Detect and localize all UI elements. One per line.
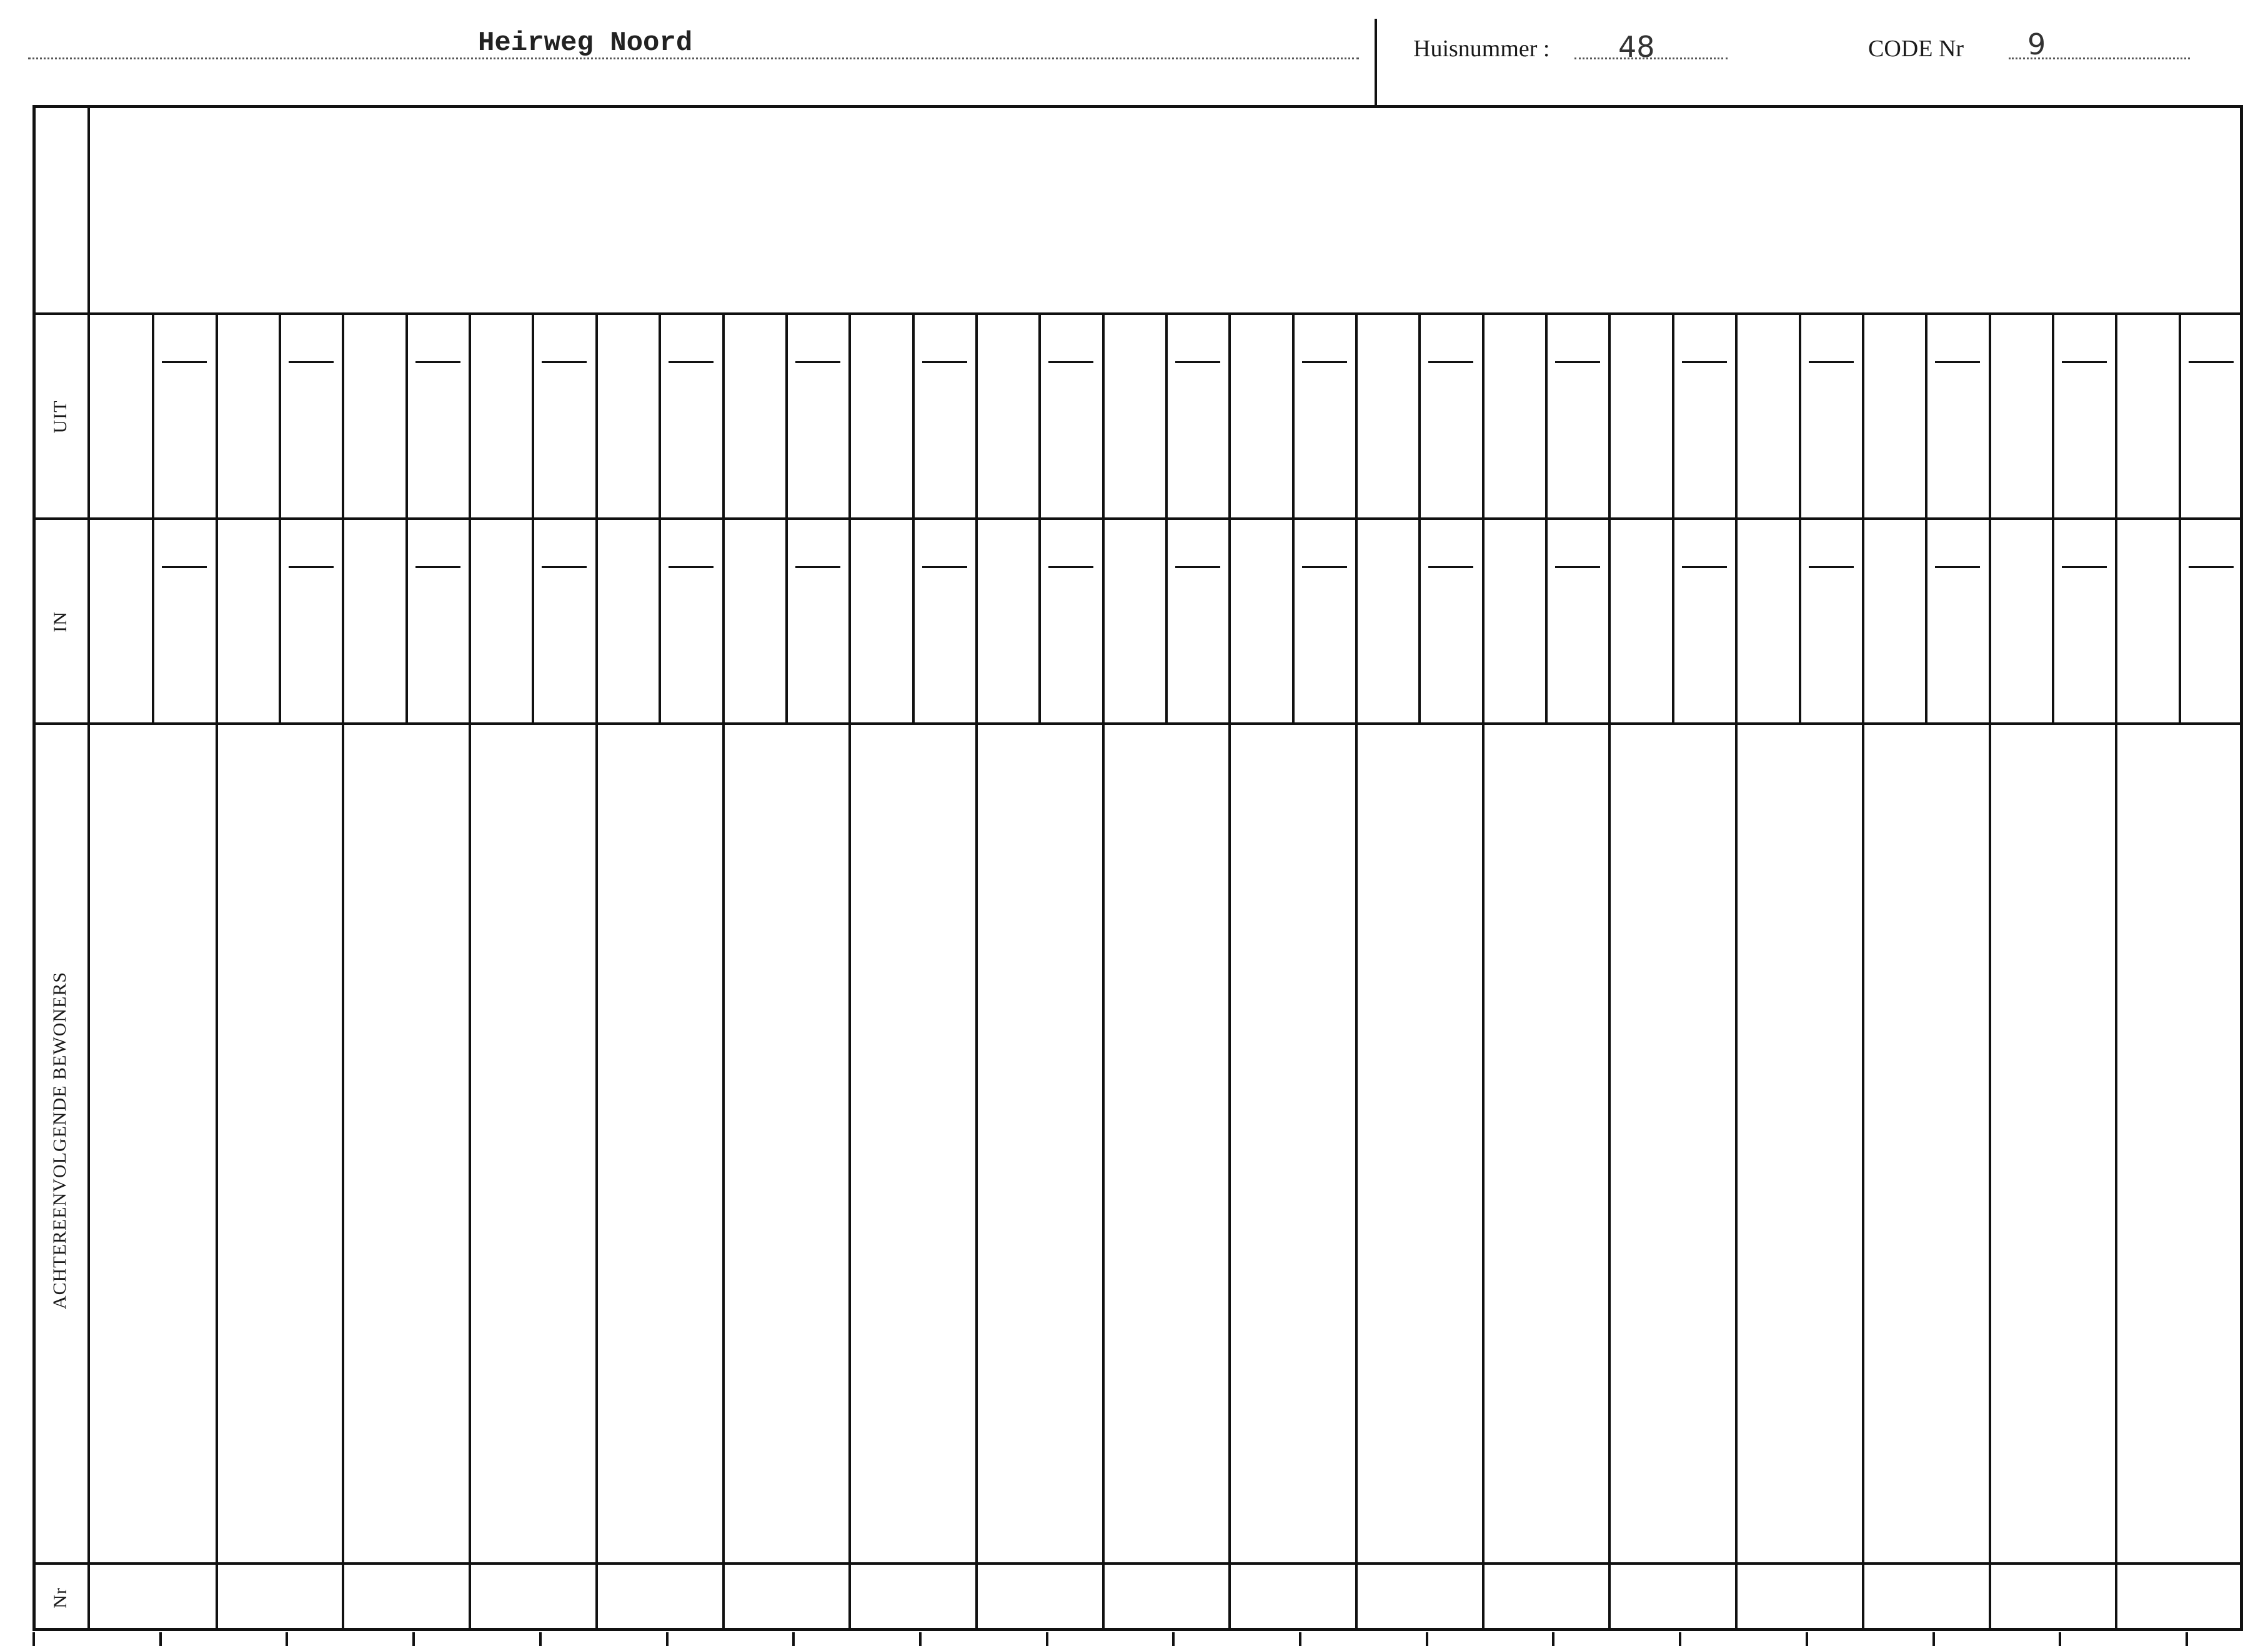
column-divider: [469, 312, 471, 1631]
column-divider: [2115, 312, 2117, 1631]
column-divider: [848, 312, 851, 1631]
column-divider: [1608, 312, 1611, 1631]
in-subdivider: [785, 517, 788, 722]
ruler-tick: [1046, 1632, 1048, 1646]
in-dash: [1682, 566, 1727, 568]
uit-dash: [2189, 361, 2234, 363]
ruler-tick: [1806, 1632, 1808, 1646]
uit-dash: [1682, 361, 1727, 363]
uit-dash: [1555, 361, 1600, 363]
house-number-value: 48: [1618, 30, 1655, 64]
in-subdivider: [912, 517, 915, 722]
uit-dash: [1302, 361, 1347, 363]
uit-dash: [542, 361, 587, 363]
uit-dash: [922, 361, 967, 363]
uit-subdivider: [659, 312, 661, 517]
uit-dash: [2062, 361, 2107, 363]
column-divider: [595, 312, 598, 1631]
column-divider: [1735, 312, 1738, 1631]
label-divider-1: [32, 312, 89, 315]
column-divider: [1482, 312, 1485, 1631]
uit-subdivider: [912, 312, 915, 517]
street-name: Heirweg Noord: [478, 27, 693, 59]
in-subdivider: [1545, 517, 1548, 722]
table-frame: [32, 105, 2243, 1631]
column-divider: [975, 312, 978, 1631]
in-dash: [1935, 566, 1980, 568]
uit-subdivider: [1418, 312, 1421, 517]
uit-subdivider: [2052, 312, 2054, 517]
uit-dash: [162, 361, 207, 363]
in-dash: [1175, 566, 1220, 568]
column-divider: [1102, 312, 1105, 1631]
ruler-tick: [666, 1632, 669, 1646]
ruler-tick: [1426, 1632, 1428, 1646]
ruler-tick: [2059, 1632, 2061, 1646]
row-divider-in-residents: [87, 722, 2242, 725]
column-divider: [722, 312, 725, 1631]
in-dash: [1048, 566, 1093, 568]
uit-subdivider: [1038, 312, 1041, 517]
ruler-tick: [286, 1632, 288, 1646]
ruler-tick: [919, 1632, 922, 1646]
uit-dash: [669, 361, 714, 363]
uit-subdivider: [1165, 312, 1168, 517]
label-nr: Nr: [50, 1587, 71, 1609]
label-residents: ACHTEREENVOLGENDE BEWONERS: [49, 971, 70, 1310]
row-divider-uit-in: [87, 517, 2242, 520]
house-number-label: Huisnummer :: [1413, 36, 1550, 62]
in-dash: [1809, 566, 1854, 568]
in-subdivider: [1418, 517, 1421, 722]
in-dash: [922, 566, 967, 568]
uit-subdivider: [2179, 312, 2181, 517]
code-label: CODE Nr: [1868, 36, 1964, 62]
uit-dash: [1428, 361, 1473, 363]
ruler-tick: [1932, 1632, 1935, 1646]
ruler-tick: [1679, 1632, 1681, 1646]
uit-dash: [1809, 361, 1854, 363]
in-dash: [669, 566, 714, 568]
in-dash: [1555, 566, 1600, 568]
ruler-tick: [1299, 1632, 1301, 1646]
in-dash: [289, 566, 334, 568]
ruler-tick: [539, 1632, 542, 1646]
ruler-tick: [159, 1632, 162, 1646]
uit-dash: [289, 361, 334, 363]
row-divider-residents-nr: [87, 1562, 2242, 1565]
ruler-tick: [1552, 1632, 1554, 1646]
label-in: IN: [50, 611, 71, 632]
in-dash: [2189, 566, 2234, 568]
uit-subdivider: [405, 312, 408, 517]
ruler-tick: [2186, 1632, 2188, 1646]
uit-subdivider: [1292, 312, 1295, 517]
in-subdivider: [659, 517, 661, 722]
in-subdivider: [2052, 517, 2054, 722]
uit-subdivider: [532, 312, 534, 517]
label-divider-3: [32, 722, 89, 725]
in-subdivider: [1799, 517, 1801, 722]
in-subdivider: [1292, 517, 1295, 722]
ruler-tick: [32, 1632, 35, 1646]
column-divider: [1355, 312, 1358, 1631]
column-divider: [342, 312, 344, 1631]
in-dash: [1428, 566, 1473, 568]
column-divider: [1862, 312, 1864, 1631]
uit-subdivider: [152, 312, 154, 517]
in-dash: [542, 566, 587, 568]
uit-subdivider: [1545, 312, 1548, 517]
label-divider-2: [32, 517, 89, 520]
row-divider-top: [87, 312, 2242, 315]
uit-dash: [1935, 361, 1980, 363]
header-divider: [1375, 19, 1377, 106]
uit-subdivider: [279, 312, 281, 517]
ruler-tick: [1172, 1632, 1175, 1646]
in-dash: [162, 566, 207, 568]
in-dash: [2062, 566, 2107, 568]
in-subdivider: [405, 517, 408, 722]
in-dash: [415, 566, 460, 568]
ruler-tick: [792, 1632, 795, 1646]
uit-subdivider: [1925, 312, 1927, 517]
uit-subdivider: [1672, 312, 1674, 517]
in-subdivider: [1925, 517, 1927, 722]
uit-dash: [795, 361, 840, 363]
in-subdivider: [279, 517, 281, 722]
column-divider: [216, 312, 218, 1631]
uit-dash: [1048, 361, 1093, 363]
code-value: 9: [2027, 27, 2046, 61]
in-subdivider: [1165, 517, 1168, 722]
column-divider: [1989, 312, 1991, 1631]
in-dash: [795, 566, 840, 568]
label-divider-4: [32, 1562, 89, 1565]
uit-subdivider: [785, 312, 788, 517]
in-subdivider: [532, 517, 534, 722]
label-uit: UIT: [50, 400, 71, 434]
street-dotted-line: [28, 57, 1359, 59]
label-column-divider: [87, 107, 90, 1630]
in-subdivider: [2179, 517, 2181, 722]
in-subdivider: [1038, 517, 1041, 722]
column-divider: [1228, 312, 1231, 1631]
ruler-tick: [412, 1632, 415, 1646]
in-dash: [1302, 566, 1347, 568]
uit-dash: [415, 361, 460, 363]
uit-dash: [1175, 361, 1220, 363]
in-subdivider: [152, 517, 154, 722]
in-subdivider: [1672, 517, 1674, 722]
uit-subdivider: [1799, 312, 1801, 517]
